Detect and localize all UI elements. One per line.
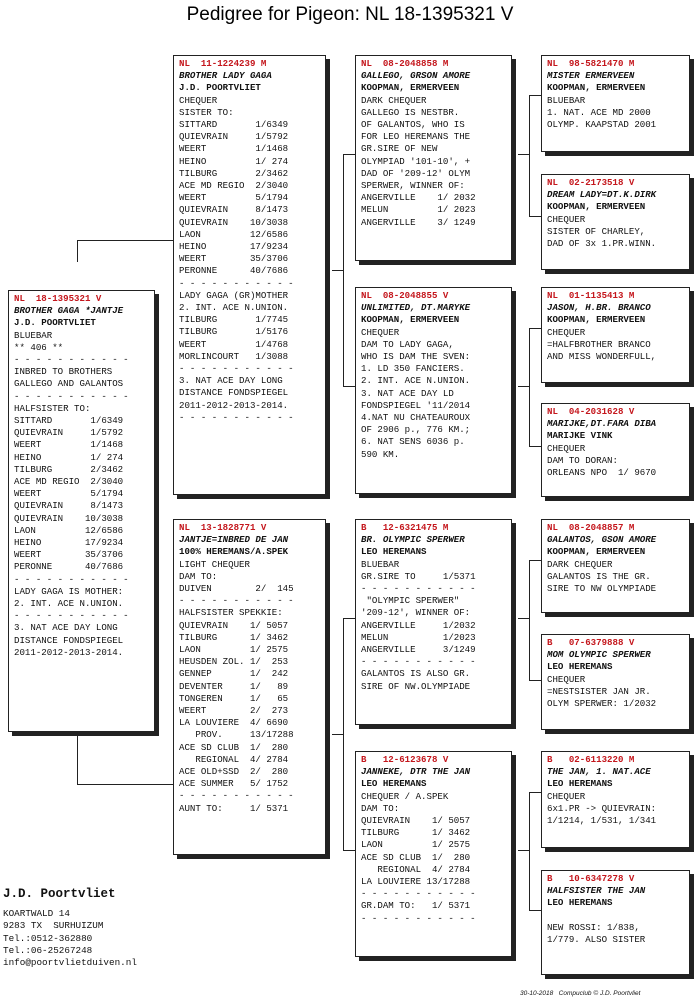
pigeon-owner: KOOPMAN, ERMERVEEN	[361, 314, 460, 326]
pigeon-owner: J.D. POORTVLIET	[179, 82, 261, 94]
pigeon-card-ssd[interactable]	[541, 174, 690, 270]
pigeon-card-dss[interactable]	[541, 519, 690, 613]
pigeon-owner: MARIJKE VINK	[547, 430, 613, 442]
ring-number: NL 98-5821470 M	[547, 58, 635, 69]
ring-number: NL 02-2173518 V	[547, 177, 635, 188]
ring-number: NL 13-1828771 V	[179, 522, 267, 533]
connector-line	[77, 784, 173, 785]
pigeon-owner: KOOPMAN, ERMERVEEN	[547, 201, 646, 213]
connector-line	[529, 792, 530, 910]
pigeon-details: CHEQUER 6x1.PR -> QUIEVRAIN: 1/1214, 1/531, 1/341	[547, 790, 657, 827]
breeder-address-city: 9283 TX SURHUIZUM	[3, 920, 104, 932]
pigeon-name: GALLEGO, GRSON AMORE	[361, 70, 471, 82]
pigeon-card-ds[interactable]	[355, 519, 512, 725]
pigeon-details: BLUEBAR 1. NAT. ACE MD 2000 OLYMP. KAAPSTAD 2001	[547, 94, 657, 131]
pigeon-details: BLUEBAR ** 406 ** - - - - - - - - - - - INBRED TO BROTHERS GALLEGO AND GALANTOS - - - - - - - - - - - HALFSISTER TO: SITTARD 1/6349 QUIEVRAIN 1/5792 WEERT 1/1468 HEINO 1/ 274 TILBURG 2/3462 ACE MD REGIO 2/3040 WEERT 5/1794 QUIEVRAIN 8/1473 QUIEVRAIN 10/3038 LAON 12/6586 HEINO 17/9234 WEERT 35/3706 PERONNE 40/7686 - - - - - - - - - - - LADY GAGA IS MOTHER: 2. INT. ACE N.UNION. - - - - - - - - - - - 3. NAT ACE DAY LONG DISTANCE FONDSPIEGEL 2011-2012-2013-2014.	[14, 329, 129, 658]
pigeon-card-sds[interactable]	[541, 287, 690, 383]
pigeon-owner: KOOPMAN, ERMERVEEN	[361, 82, 460, 94]
connector-line	[518, 618, 530, 619]
pigeon-name: THE JAN, 1. NAT.ACE	[547, 766, 651, 778]
pigeon-card-sire[interactable]	[173, 55, 326, 495]
pigeon-name: BR. OLYMPIC SPERWER	[361, 534, 465, 546]
pigeon-name: JANNEKE, DTR THE JAN	[361, 766, 471, 778]
pigeon-owner: LEO HEREMANS	[361, 778, 427, 790]
ring-number: NL 11-1224239 M	[179, 58, 267, 69]
ring-number: NL 08-2048858 M	[361, 58, 449, 69]
connector-line	[529, 328, 541, 329]
pigeon-name: MOM OLYMPIC SPERWER	[547, 649, 651, 661]
ring-number: B 10-6347278 V	[547, 873, 635, 884]
pigeon-owner: 100% HEREMANS/A.SPEK	[179, 546, 289, 558]
pigeon-name: MARIJKE,DT.FARA DIBA	[547, 418, 657, 430]
ring-number: NL 04-2031628 V	[547, 406, 635, 417]
pigeon-owner: LEO HEREMANS	[361, 546, 427, 558]
pigeon-details: BLUEBAR GR.SIRE TO 1/5371 - - - - - - - - - - - "OLYMPIC SPERWER" '209-12', WINNER OF: ANGERVILLE 1/2032 MELUN 1/2023 ANGERVILLE 3/1249 - - - - - - - - - - - GALANTOS IS ALSO GR. SIRE OF NW.OLYMPIADE	[361, 558, 476, 692]
connector-line	[518, 154, 530, 155]
pigeon-details: CHEQUER SISTER TO: SITTARD 1/6349 QUIEVRAIN 1/5792 WEERT 1/1468 HEINO 1/ 274 TILBURG 2/3462 ACE MD REGIO 2/3040 WEERT 5/1794 QUIEVRAIN 8/1473 QUIEVRAIN 10/3038 LAON 12/6586 HEINO 17/9234 WEERT 35/3706 PERONNE 40/7686 - - - - - - - - - - - LADY GAGA (GR)MOTHER 2. INT. ACE N.UNION. TILBURG 1/7745 TILBURG 1/5176 WEERT 1/4768 MORLINCOURT 1/3088 - - - - - - - - - - - 3. NAT ACE DAY LONG DISTANCE FONDSPIEGEL 2011-2012-2013-2014. - - - - - - - - - - -	[179, 94, 294, 423]
footer-credit: 30-10-2018 Compuclub © J.D. Poortvliet	[520, 990, 641, 997]
pigeon-owner: KOOPMAN, ERMERVEEN	[547, 546, 646, 558]
ring-number: B 12-6321475 M	[361, 522, 449, 533]
ring-number: NL 18-1395321 V	[14, 293, 102, 304]
pigeon-name: MISTER ERMERVEEN	[547, 70, 635, 82]
pigeon-name: UNLIMITED, DT.MARYKE	[361, 302, 471, 314]
pigeon-name: JASON, H.BR. BRANCO	[547, 302, 651, 314]
breeder-address-street: KOARTWALD 14	[3, 908, 70, 919]
pigeon-owner: KOOPMAN, ERMERVEEN	[547, 82, 646, 94]
pigeon-card-subject[interactable]	[8, 290, 155, 732]
connector-line	[529, 446, 541, 447]
pigeon-details: CHEQUER / A.SPEK DAM TO: QUIEVRAIN 1/ 5057 TILBURG 1/ 3462 LAON 1/ 2575 ACE SD CLUB 1/ 280 REGIONAL 4/ 2784 LA LOUVIERE 13/17288 - - - - - - - - - - - GR.DAM TO: 1/ 5371 - - - - - - - - - - -	[361, 790, 476, 924]
pigeon-details: CHEQUER SISTER OF CHARLEY, DAD OF 3x 1.PR.WINN.	[547, 213, 657, 250]
connector-line	[77, 240, 78, 262]
connector-line	[529, 95, 541, 96]
connector-line	[332, 270, 344, 271]
pigeon-name: BROTHER LADY GAGA	[179, 70, 272, 82]
pigeon-name: DREAM LADY=DT.K.DIRK	[547, 189, 657, 201]
ring-number: B 12-6123678 V	[361, 754, 449, 765]
pigeon-details: LIGHT CHEQUER DAM TO: DUIVEN 2/ 145 - - - - - - - - - - - HALFSISTER SPEKKIE: QUIEVRAIN 1/ 5057 TILBURG 1/ 3462 LAON 1/ 2575 HEUSDEN ZOL. 1/ 253 GENNEP 1/ 242 DEVENTER 1/ 89 TONGEREN 1/ 65 WEERT 2/ 273 LA LOUVIERE 4/ 6690 PROV. 13/17288 ACE SD CLUB 1/ 280 REGIONAL 4/ 2784 ACE OLD+SSD 2/ 280 ACE SUMMER 5/ 1752 - - - - - - - - - - - AUNT TO: 1/ 5371	[179, 558, 294, 814]
pigeon-card-ddd[interactable]	[541, 870, 690, 975]
pigeon-name: GALANTOS, GSON AMORE	[547, 534, 657, 546]
pigeon-details: CHEQUER =HALFBROTHER BRANCO AND MISS WONDERFULL,	[547, 326, 657, 363]
ring-number: NL 01-1135413 M	[547, 290, 635, 301]
breeder-name: J.D. Poortvliet	[3, 887, 116, 901]
pigeon-details: CHEQUER DAM TO LADY GAGA, WHO IS DAM THE SVEN: 1. LD 350 FANCIERS. 2. INT. ACE N.UNION. 3. NAT ACE DAY LD FONDSPIEGEL '11/2014 4.NAT NU CHATEAUROUX OF 2906 p., 776 KM.; 6. NAT SENS 6036 p. 590 KM.	[361, 326, 471, 460]
connector-line	[77, 735, 78, 785]
pigeon-owner: LEO HEREMANS	[547, 661, 613, 673]
pigeon-card-sd[interactable]	[355, 287, 512, 494]
pigeon-owner: J.D. POORTVLIET	[14, 317, 96, 329]
ring-number: NL 08-2048855 V	[361, 290, 449, 301]
connector-line	[343, 386, 355, 387]
connector-line	[332, 734, 344, 735]
ring-number: B 02-6113220 M	[547, 754, 635, 765]
page-title: Pedigree for Pigeon: NL 18-1395321 V	[186, 4, 514, 25]
pigeon-card-dam[interactable]	[173, 519, 326, 855]
pigeon-details: CHEQUER DAM TO DORAN: ORLEANS NPO 1/ 9670	[547, 442, 657, 479]
connector-line	[529, 910, 541, 911]
connector-line	[529, 95, 530, 216]
connector-line	[343, 618, 355, 619]
pigeon-owner: LEO HEREMANS	[547, 897, 613, 909]
pigeon-card-ss[interactable]	[355, 55, 512, 261]
pigeon-name: JANTJE=INBRED DE JAN	[179, 534, 289, 546]
connector-line	[518, 850, 530, 851]
ring-number: NL 08-2048857 M	[547, 522, 635, 533]
pigeon-details: DARK CHEQUER GALLEGO IS NESTBR. OF GALANTOS, WHO IS FOR LEO HEREMANS THE GR.SIRE OF NEW OLYMPIAD '101-10', + DAD OF '209-12' OLYM SPERWER, WINNER OF: ANGERVILLE 1/ 2032 MELUN 1/ 2023 ANGERVILLE 3/ 1249	[361, 94, 476, 228]
pigeon-card-sss[interactable]	[541, 55, 690, 152]
connector-line	[518, 386, 530, 387]
pigeon-name: HALFSISTER THE JAN	[547, 885, 646, 897]
connector-line	[529, 328, 530, 446]
breeder-info	[3, 886, 203, 969]
pigeon-card-dd[interactable]	[355, 751, 512, 957]
connector-line	[529, 680, 541, 681]
connector-line	[343, 154, 355, 155]
connector-line	[529, 560, 541, 561]
pigeon-card-dsd[interactable]	[541, 634, 690, 730]
pigeon-card-dds[interactable]	[541, 751, 690, 848]
connector-line	[529, 792, 541, 793]
connector-line	[529, 216, 541, 217]
pigeon-name: BROTHER GAGA *JANTJE	[14, 305, 124, 317]
pigeon-card-sdd[interactable]	[541, 403, 690, 497]
connector-line	[343, 850, 355, 851]
pigeon-details: DARK CHEQUER GALANTOS IS THE GR. SIRE TO NW OLYMPIADE	[547, 558, 657, 595]
breeder-email[interactable]: info@poortvlietduiven.nl	[3, 957, 137, 969]
breeder-phone: Tel.:0512-362880	[3, 932, 93, 944]
pigeon-details: CHEQUER =NESTSISTER JAN JR. OLYM SPERWER: 1/2032	[547, 673, 657, 710]
pigeon-owner: LEO HEREMANS	[547, 778, 613, 790]
connector-line	[529, 560, 530, 680]
breeder-mobile: Tel.:06-25267248	[3, 944, 93, 956]
pigeon-owner: KOOPMAN, ERMERVEEN	[547, 314, 646, 326]
ring-number: B 07-6379888 V	[547, 637, 635, 648]
connector-line	[77, 240, 173, 241]
pigeon-details: NEW ROSSI: 1/838, 1/779. ALSO SISTER	[547, 921, 646, 946]
